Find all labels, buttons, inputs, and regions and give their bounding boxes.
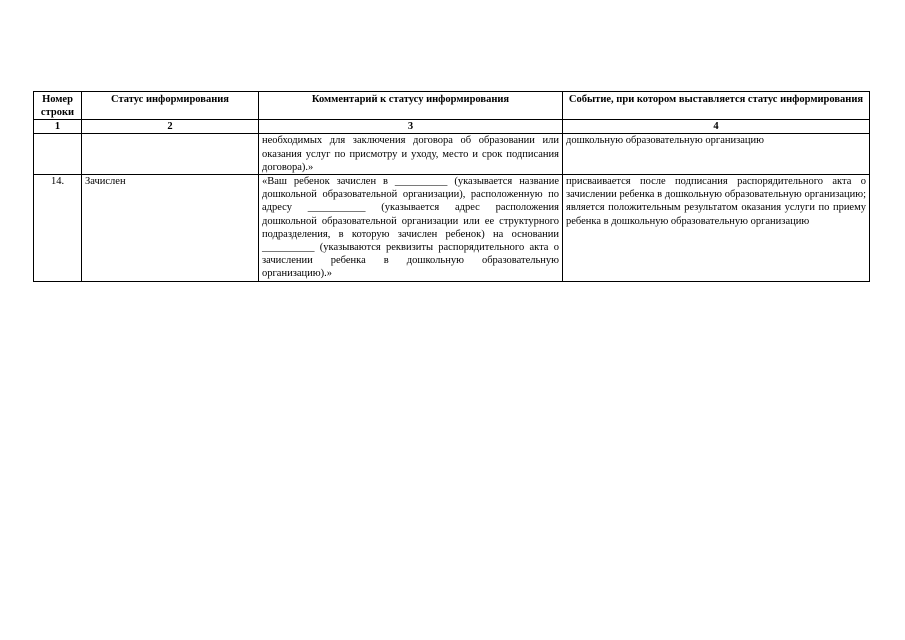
table-row — [34, 134, 870, 175]
table-header-row — [34, 92, 870, 120]
row-status-cell — [82, 134, 259, 175]
header-event: Событие, при котором выставляется статус информирования — [563, 92, 870, 120]
header-status: Статус информирования — [82, 92, 259, 120]
row-status-cell: Зачислен — [82, 175, 259, 282]
row-event-cell: присваивается после подписания распорядительного акта о зачислении ребенка в дошкольную образовательную организацию; является положительным результатом оказания услуги по приему ребенка в дошкольную образовательную организацию — [563, 175, 870, 282]
table-row — [34, 175, 870, 282]
column-number-4: 4 — [563, 120, 870, 134]
column-number-3: 3 — [259, 120, 563, 134]
row-event-cell: дошкольную образовательную организацию — [563, 134, 870, 175]
header-comment: Комментарий к статусу информирования — [259, 92, 563, 120]
row-comment-cell: «Ваш ребенок зачислен в __________ (указывается название дошкольной образовательной организации), расположенную по адресу ___________ (указывается адрес расположения дошкольной образовательной организации или ее структурного подразделения, в которую зачислен ребенок) на основании __________ (указываются реквизиты распорядительного акта о зачислении ребенка в дошкольную образовательную организацию).» — [259, 175, 563, 282]
column-number-row — [34, 120, 870, 134]
header-row-number: Номер строки — [34, 92, 82, 120]
row-number-cell — [34, 134, 82, 175]
row-comment-cell: необходимых для заключения договора об образовании или оказания услуг по присмотру и уходу, место и срок подписания договора).» — [259, 134, 563, 175]
column-number-2: 2 — [82, 120, 259, 134]
column-number-1: 1 — [34, 120, 82, 134]
row-number-cell: 14. — [34, 175, 82, 282]
status-table — [33, 91, 870, 282]
